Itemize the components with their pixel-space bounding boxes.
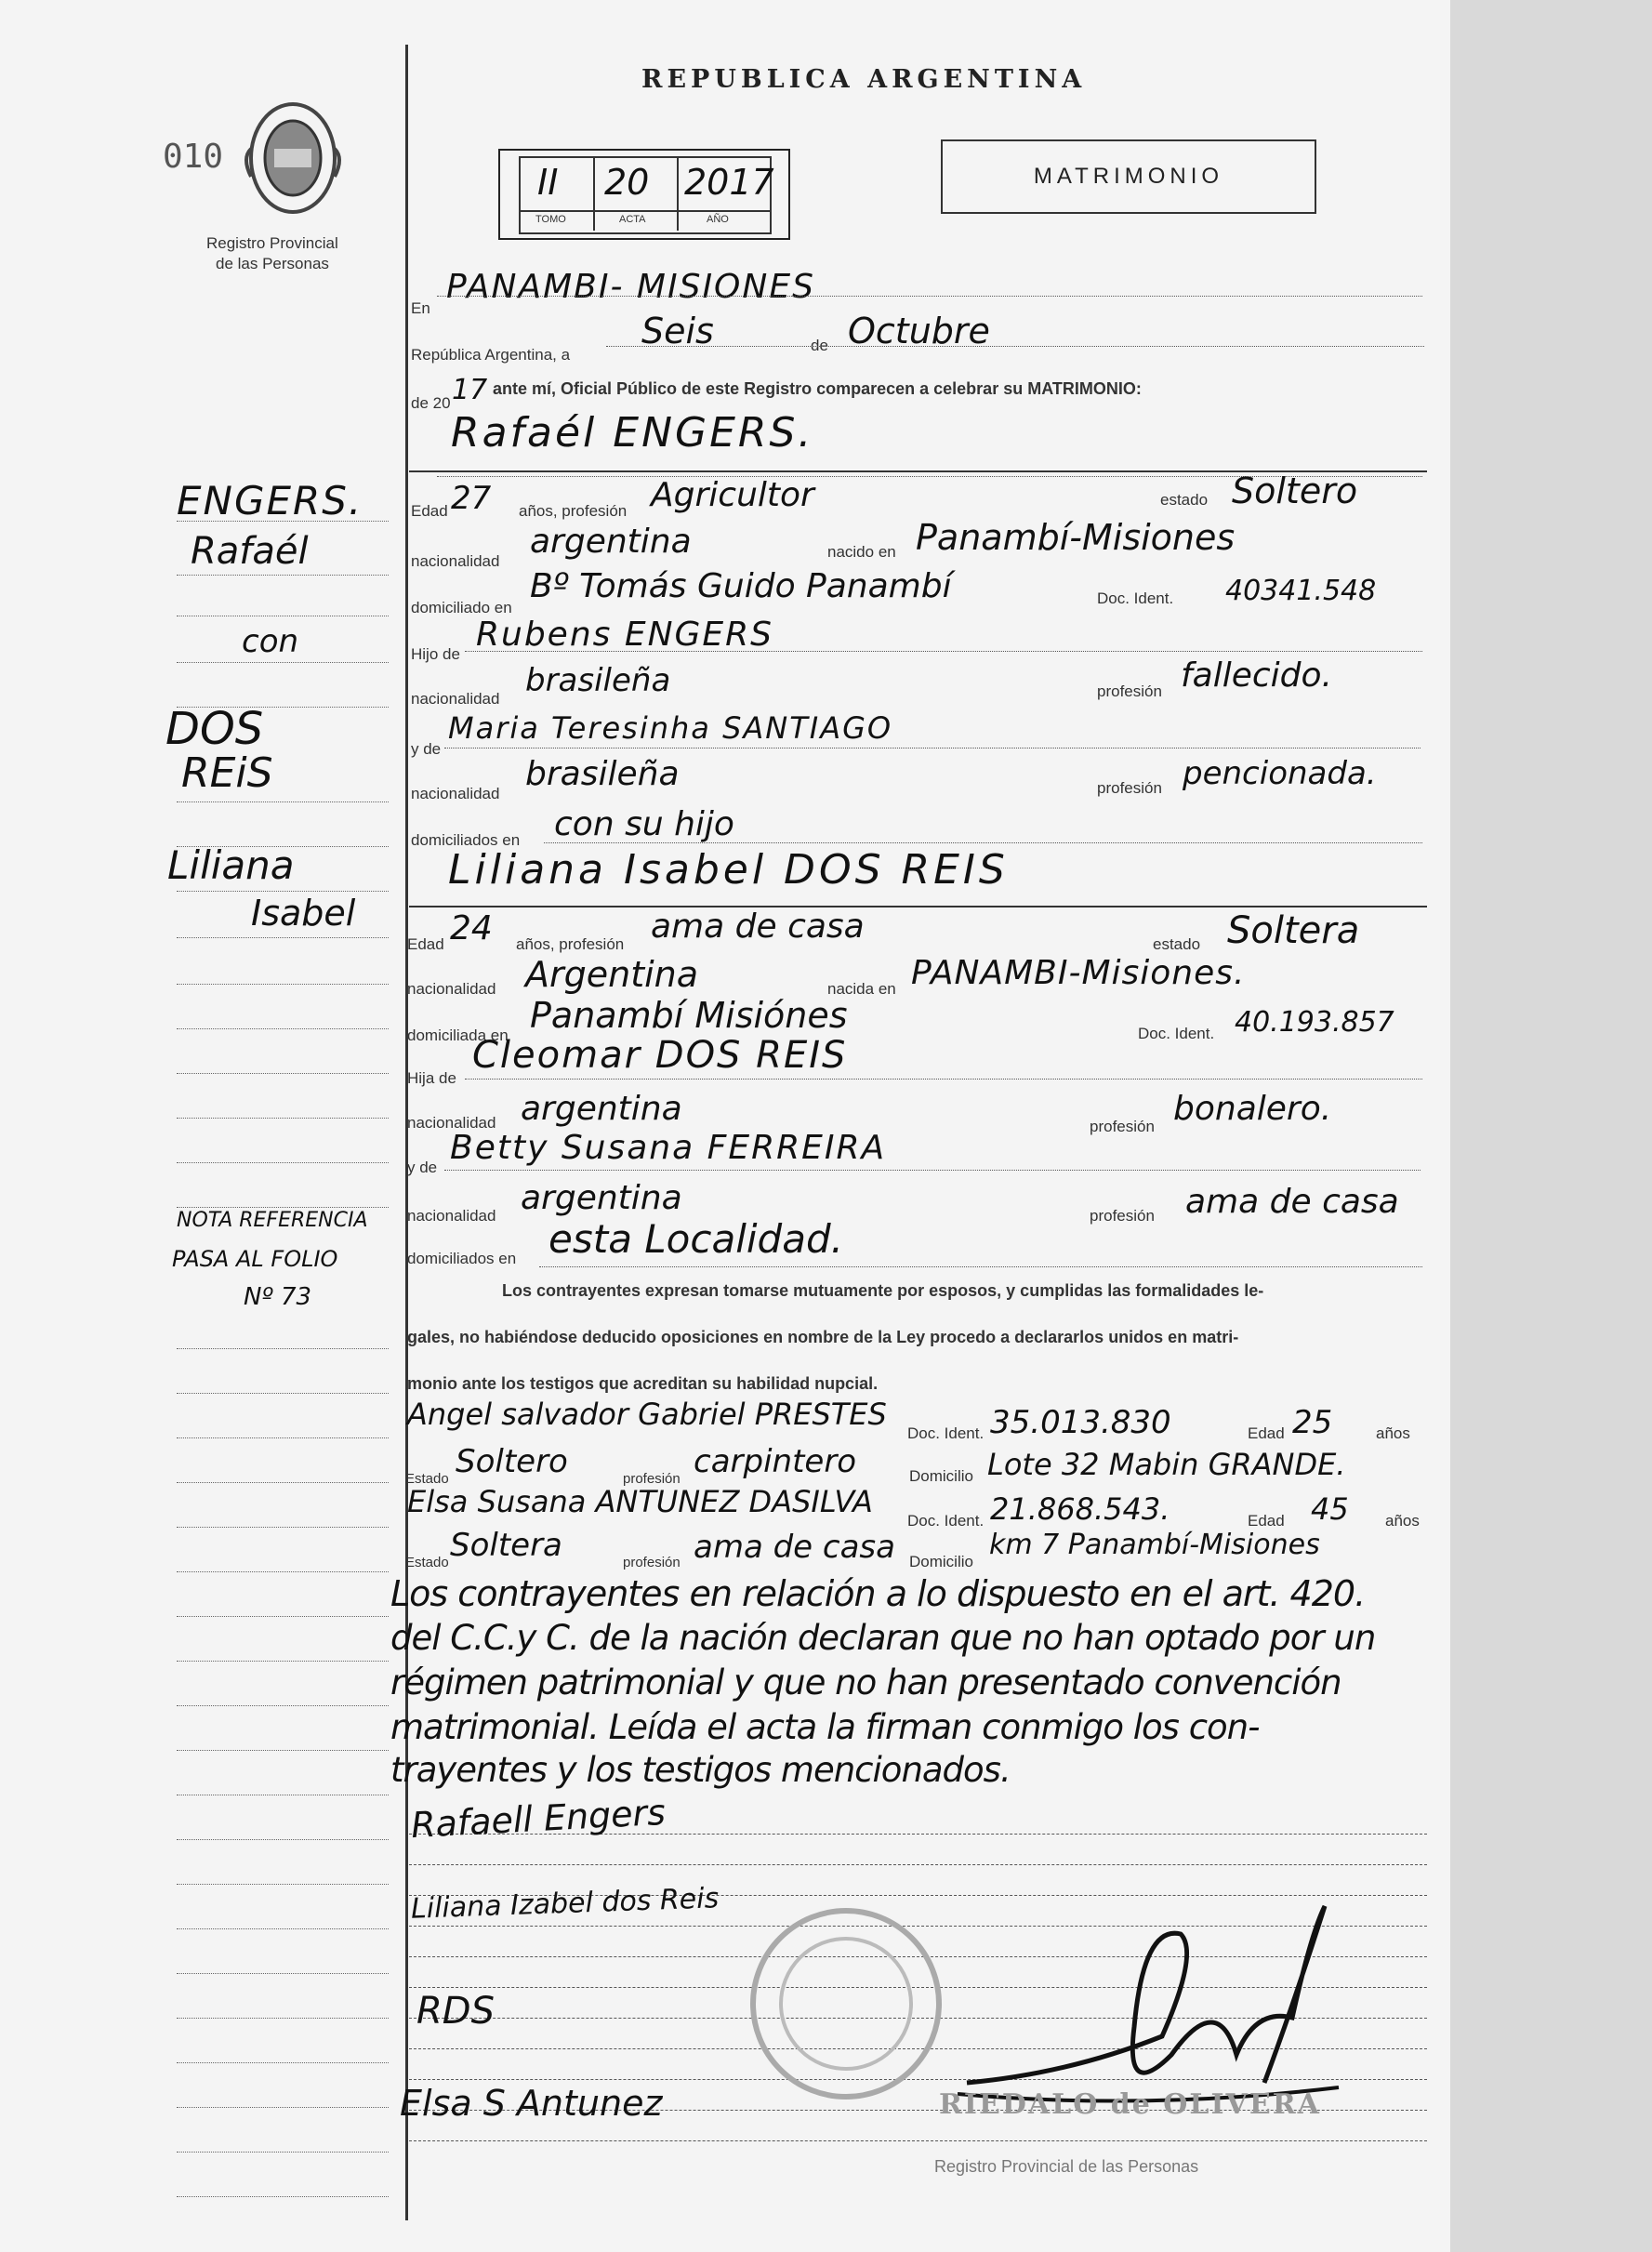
groom-father: Rubens ENGERS <box>476 616 774 654</box>
month-value: Octubre <box>848 311 990 351</box>
acta-label: ACTA <box>619 214 646 225</box>
margin-groom-surname: ENGERS. <box>177 478 363 523</box>
groom-born-in: Panambí-Misiones <box>916 517 1236 558</box>
bride-domicile: Panambí Misiónes <box>530 995 848 1036</box>
margin-bride-surname-1: DOS <box>165 703 264 755</box>
bride-parents-domicile: esta Localidad. <box>548 1216 843 1262</box>
witness-1-doc: 35.013.830 <box>990 1404 1171 1441</box>
bride-age: 24 <box>450 909 493 947</box>
bride-estado: Soltera <box>1227 909 1360 952</box>
bride-father-prof-label: profesión <box>1090 1118 1155 1135</box>
tomo-value: II <box>537 162 559 203</box>
provincial-seal-icon <box>237 93 349 223</box>
groom-doms-label: domiciliados en <box>411 831 521 849</box>
groom-father-nat: brasileña <box>525 662 671 699</box>
groom-full-name: Rafaél ENGERS. <box>451 409 814 457</box>
groom-father-prof: fallecido. <box>1181 656 1333 695</box>
bride-mother: Betty Susana FERREIRA <box>450 1129 887 1167</box>
ante-text: ante mí, Oficial Público de este Registro comparecen a celebrar su MATRIMONIO: <box>493 379 1142 398</box>
bride-hija-label: Hija de <box>407 1069 456 1087</box>
signature-witness-1: RDS <box>416 1990 495 2033</box>
bride-born-in: PANAMBI-Misiones. <box>911 954 1246 992</box>
margin-divider <box>405 45 408 2220</box>
groom-nationality: argentina <box>530 523 692 561</box>
anio-label: AÑO <box>707 214 729 225</box>
witness-1-dom-label: Domicilio <box>909 1467 973 1485</box>
registry-label-2: de las Personas <box>216 255 329 272</box>
round-stamp-icon <box>725 1888 967 2120</box>
year-suffix: 17 <box>452 374 488 406</box>
groom-domicile: Bº Tomás Guido Panambí <box>530 567 952 605</box>
groom-mother-prof-label: profesión <box>1097 779 1162 797</box>
bride-mother-nat: argentina <box>521 1179 682 1217</box>
record-type-box: MATRIMONIO <box>941 139 1316 214</box>
groom-father-nat-label: nacionalidad <box>411 690 500 708</box>
registry-label-1: Registro Provincial <box>206 234 338 252</box>
bride-doc-label: Doc. Ident. <box>1138 1025 1215 1042</box>
groom-doc: 40341.548 <box>1225 575 1377 607</box>
margin-con: con <box>242 623 299 660</box>
stamp-office: Registro Provincial de las Personas <box>934 2157 1199 2176</box>
witness-1-domicile: Lote 32 Mabin GRANDE. <box>987 1447 1346 1482</box>
witness-2-estado-label: Estado <box>405 1555 449 1570</box>
margin-bride-surname-2: REiS <box>181 749 273 797</box>
groom-prof-label: años, profesión <box>519 502 628 520</box>
witness-1-prof-label: profesión <box>623 1471 681 1487</box>
bride-yde-label: y de <box>407 1159 438 1176</box>
bride-mother-prof: ama de casa <box>1185 1183 1399 1221</box>
bride-father: Cleomar DOS REIS <box>472 1034 848 1077</box>
bride-mother-nat-label: nacionalidad <box>407 1207 496 1225</box>
groom-hijo-label: Hijo de <box>411 645 460 663</box>
groom-mother-nat: brasileña <box>525 755 680 793</box>
bride-edad-label: Edad <box>407 935 444 953</box>
groom-nac-label: nacionalidad <box>411 552 500 570</box>
place-value: PANAMBI- MISIONES <box>446 268 815 306</box>
declaration-line-1: Los contrayentes expresan tomarse mutuamente por esposos, y cumplidas las formalidades le- <box>502 1281 1264 1300</box>
page-edge <box>1450 0 1652 2252</box>
note-line-3: régimen patrimonial y que no han presentado convención <box>390 1663 1341 1702</box>
bride-mother-prof-label: profesión <box>1090 1207 1155 1225</box>
bride-father-prof: bonalero. <box>1173 1090 1332 1128</box>
margin-groom-name: Rafaél <box>191 530 309 573</box>
bride-doc: 40.193.857 <box>1235 1006 1394 1039</box>
witness-1-age: 25 <box>1292 1404 1333 1441</box>
bride-father-nat: argentina <box>521 1090 682 1128</box>
anio-value: 2017 <box>684 162 774 203</box>
margin-note-1: NOTA REFERENCIA <box>177 1209 368 1232</box>
bride-nacida-label: nacida en <box>827 980 896 998</box>
witness-2-anos-label: años <box>1385 1512 1420 1530</box>
groom-father-prof-label: profesión <box>1097 682 1162 700</box>
witness-2-name: Elsa Susana ANTUNEZ DASILVA <box>407 1484 873 1519</box>
groom-profession: Agricultor <box>651 476 814 514</box>
groom-edad-label: Edad <box>411 502 448 520</box>
bride-doms-label: domiciliados en <box>407 1250 517 1267</box>
declaration-line-2: gales, no habiéndose deducido oposiciones en nombre de la Ley procedo a declararlos unidos en matri- <box>407 1328 1239 1346</box>
witness-1-edad-label: Edad <box>1248 1424 1285 1442</box>
margin-bride-name-1: Liliana <box>167 842 295 888</box>
groom-estado-label: estado <box>1160 491 1209 509</box>
note-line-4: matrimonial. Leída el acta la firman conmigo los con- <box>390 1707 1260 1747</box>
declaration-line-3: monio ante los testigos que acreditan su habilidad nupcial. <box>407 1374 879 1393</box>
groom-mother-nat-label: nacionalidad <box>411 785 500 802</box>
country-title: REPUBLICA ARGENTINA <box>641 65 1087 94</box>
de-label: de <box>811 337 828 354</box>
note-line-2: del C.C.y C. de la nación declaran que no han optado por un <box>390 1618 1376 1658</box>
witness-1-name: Angel salvador Gabriel PRESTES <box>407 1397 887 1432</box>
margin-note-2: PASA AL FOLIO <box>172 1246 338 1272</box>
groom-parents-domicile: con su hijo <box>554 805 734 843</box>
page-number: 010 <box>163 138 224 176</box>
day-value: Seis <box>641 311 714 351</box>
groom-yde-label: y de <box>411 740 442 758</box>
bride-father-nat-label: nacionalidad <box>407 1114 496 1132</box>
witness-1-estado-label: Estado <box>405 1471 449 1487</box>
bride-profession: ama de casa <box>651 907 865 946</box>
bride-prof-label: años, profesión <box>516 935 625 953</box>
bride-full-name: Liliana Isabel DOS REIS <box>448 846 1009 894</box>
bride-dom-label: domiciliada en <box>407 1027 509 1044</box>
signature-bride: Liliana Izabel dos Reis <box>410 1882 720 1926</box>
witness-1-anos-label: años <box>1376 1424 1410 1442</box>
witness-1-doc-label: Doc. Ident. <box>907 1424 985 1442</box>
witness-2-dom-label: Domicilio <box>909 1553 973 1570</box>
tomo-label: TOMO <box>535 214 566 225</box>
signature-witness-2: Elsa S Antunez <box>400 2083 663 2124</box>
republica-label: República Argentina, a <box>411 346 571 364</box>
bride-nationality: Argentina <box>525 954 699 995</box>
groom-mother-prof: pencionada. <box>1183 755 1377 792</box>
stamp-name: RIEDALO de OLIVERA <box>939 2088 1321 2121</box>
bride-estado-label: estado <box>1153 935 1201 953</box>
en-label: En <box>411 299 430 317</box>
groom-age: 27 <box>451 480 492 517</box>
groom-dom-label: domiciliado en <box>411 599 512 616</box>
groom-doc-label: Doc. Ident. <box>1097 589 1174 607</box>
de20-label: de 20 <box>411 394 451 412</box>
margin-note-3: Nº 73 <box>244 1283 312 1311</box>
witness-2-domicile: km 7 Panambí-Misiones <box>989 1529 1320 1561</box>
note-line-1: Los contrayentes en relación a lo dispuesto en el art. 420. <box>390 1573 1366 1614</box>
acta-value: 20 <box>604 162 650 203</box>
margin-bride-name-2: Isabel <box>251 893 356 934</box>
groom-mother: Maria Teresinha SANTIAGO <box>448 710 893 746</box>
tomo-acta-anio-box <box>498 149 790 240</box>
witness-1-estado: Soltero <box>456 1443 568 1480</box>
witness-2-age: 45 <box>1311 1491 1349 1527</box>
witness-2-doc-label: Doc. Ident. <box>907 1512 985 1530</box>
bride-nac-label: nacionalidad <box>407 980 496 998</box>
witness-2-prof-label: profesión <box>623 1555 681 1570</box>
note-line-5: trayentes y los testigos mencionados. <box>390 1750 1011 1790</box>
witness-2-profession: ama de casa <box>694 1529 895 1566</box>
witness-2-edad-label: Edad <box>1248 1512 1285 1530</box>
groom-nacido-label: nacido en <box>827 543 896 561</box>
witness-2-estado: Soltera <box>450 1527 562 1564</box>
witness-1-profession: carpintero <box>694 1443 857 1480</box>
signature-groom: Rafaell Engers <box>410 1791 667 1847</box>
witness-2-doc: 21.868.543. <box>990 1491 1170 1527</box>
groom-estado: Soltero <box>1232 470 1358 511</box>
